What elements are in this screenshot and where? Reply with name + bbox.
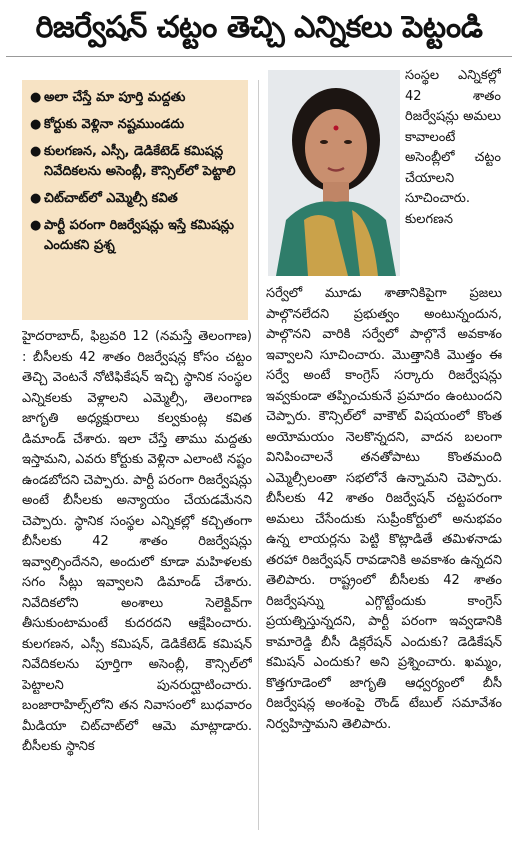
bullet-icon: ● [30, 191, 42, 206]
bullet-icon: ● [30, 218, 42, 233]
highlight-text: చిట్‌చాట్‌లో ఎమ్మెల్సీ కవిత [44, 191, 178, 206]
highlight-text: అలా చేస్తే మా పూర్తి మద్దతు [44, 90, 186, 105]
highlight-text: కులగణన, ఎస్సీ, డెడికేటెడ్ కమిషన్ల నివేదికలను అసెంబ్లీ, కౌన్సిల్‌లో పెట్టాలి [44, 144, 236, 179]
highlight-item [30, 142, 242, 182]
article-column-left: హైదరాబాద్, ఫిబ్రవరి 12 (నమస్తే తెలంగాణ) : బీసీలకు 42 శాతం రిజర్వేషన్ల కోసం చట్టం తెచ్చి వెంటనే నోటిఫికేషన్ ఇచ్చి స్థానిక సంస్థల ఎన్నికలకు వెళ్లాలని ఎమ్మెల్సీ, తెలంగాణ జాగృతి అధ్యక్షురాలు కల్వకుంట్ల కవిత డిమాండ్ చేశారు. ఇలా చేస్తే తాము మద్దతు ఇస్తామని, ఎవరు కోర్టుకు వెళ్లినా ఎలాంటి నష్టం ఉండబోదని చెప్పారు. పార్టీ పరంగా రిజర్వేషన్లు అంటే బీసీలకు అన్యాయం చేయడమేనని చెప్పారు. స్థానిక సంస్థల ఎన్నికల్లో కచ్చితంగా బీసీలకు 42 శాతం రిజర్వేషన్లు ఇవ్వాల్సిందేనని, అందులో కూడా మహిళలకు సగం సీట్లు ఇవ్వాలని డిమాండ్ చేశారు. నివేదికలోని అంశాలు సెలెక్టివ్‌గా తీసుకుంటామంటే కుదరదని ఆక్షేపించారు. కులగణన, ఎస్సీ కమిషన్, డెడికేటెడ్ కమిషన్ నివేదికలను పూర్తిగా అసెంబ్లీ, కౌన్సిల్‌లో పెట్టాలని పునరుద్ఘాటించారు. బంజారాహిల్స్‌లోని తన నివాసంలో బుధవారం మీడియా చిట్‌చాట్‌లో ఆమె మాట్లాడారు. బీసీలకు స్థానిక [22, 329, 252, 754]
highlight-item [30, 115, 242, 135]
bullet-icon: ● [30, 144, 42, 159]
highlight-item [30, 88, 242, 108]
highlight-item [30, 216, 242, 256]
highlight-text: కోర్టుకు వెళ్లినా నష్టముండదు [44, 117, 185, 132]
headline-divider [6, 56, 512, 57]
column-divider [258, 80, 259, 830]
article-column-right: సర్వేలో మూడు శాతానికిపైగా ప్రజలు పాల్గొనలేదని ప్రభుత్వం అంటున్నందున, పాల్గొనని వారికి సర్వేలో పాల్గొనే అవకాశం ఇవ్వాలని సూచించారు. మొత్తానికి మొత్తం ఈ సర్వే అంటే కాంగ్రెస్ సర్కారు రిజర్వేషన్లు ఇవ్వకుండా తప్పించుకునే ప్రమాదం ఉంటుందని చెప్పారు. కౌన్సిల్‌లో వాకౌట్ విషయంలో కొంత అయోమయం నెలకొన్నదని, వాదన బలంగా వినిపించాలనే తనతోపాటు కొంతమంది ఎమ్మెల్సీలంతా సభలోనే ఉన్నామని చెప్పారు. బీసీలకు 42 శాతం రిజర్వేషన్ చట్టపరంగా అమలు చేసేందుకు సుప్రీంకోర్టులో అనుభవం ఉన్న లాయర్లను పెట్టి కొట్లాడితే తమిళనాడు తరహా రిజర్వేషన్ రావడానికి అవకాశం ఉన్నదని తెలిపారు. రాష్ట్రంలో బీసీలకు 42 శాతం రిజర్వేషన్ను ఎగ్గొట్టేందుకు కాంగ్రెస్ ప్రయత్నిస్తున్నదని, పార్టీ పరంగా ఇవ్వడానికి కామారెడ్డి బీసీ డిక్లరేషన్ ఎందుకు? డెడికేషన్ కమిషన్ ఎందుకు? అని ప్రశ్నించారు. ఖమ్మం, కొత్తగూడెంలో జాగృతి ఆధ్వర్యంలో బీసీ రిజర్వేషన్ల అంశంపై రౌండ్ టేబుల్ సమావేశం నిర్వహిస్తామని తెలిపారు. [266, 286, 502, 732]
headline: రిజర్వేషన్ చట్టం తెచ్చి ఎన్నికలు పెట్టండి [35, 10, 483, 45]
highlight-item [30, 189, 242, 209]
article-column-right-top: సంస్థల ఎన్నికల్లో 42 శాతం రిజర్వేషన్లు అమలు కావాలంటే అసెంబ్లీలో చట్టం చేయాలని సూచించారు. కులగణన [405, 68, 501, 227]
highlight-text: పార్టీ పరంగా రిజర్వేషన్లు ఇస్తే కమిషన్లు ఎందుకని ప్రశ్న [44, 218, 235, 253]
portrait-icon [268, 70, 400, 276]
portrait-photo [268, 70, 400, 276]
highlights-box [22, 80, 248, 320]
bullet-icon: ● [30, 117, 42, 132]
bullet-icon: ● [30, 90, 42, 105]
